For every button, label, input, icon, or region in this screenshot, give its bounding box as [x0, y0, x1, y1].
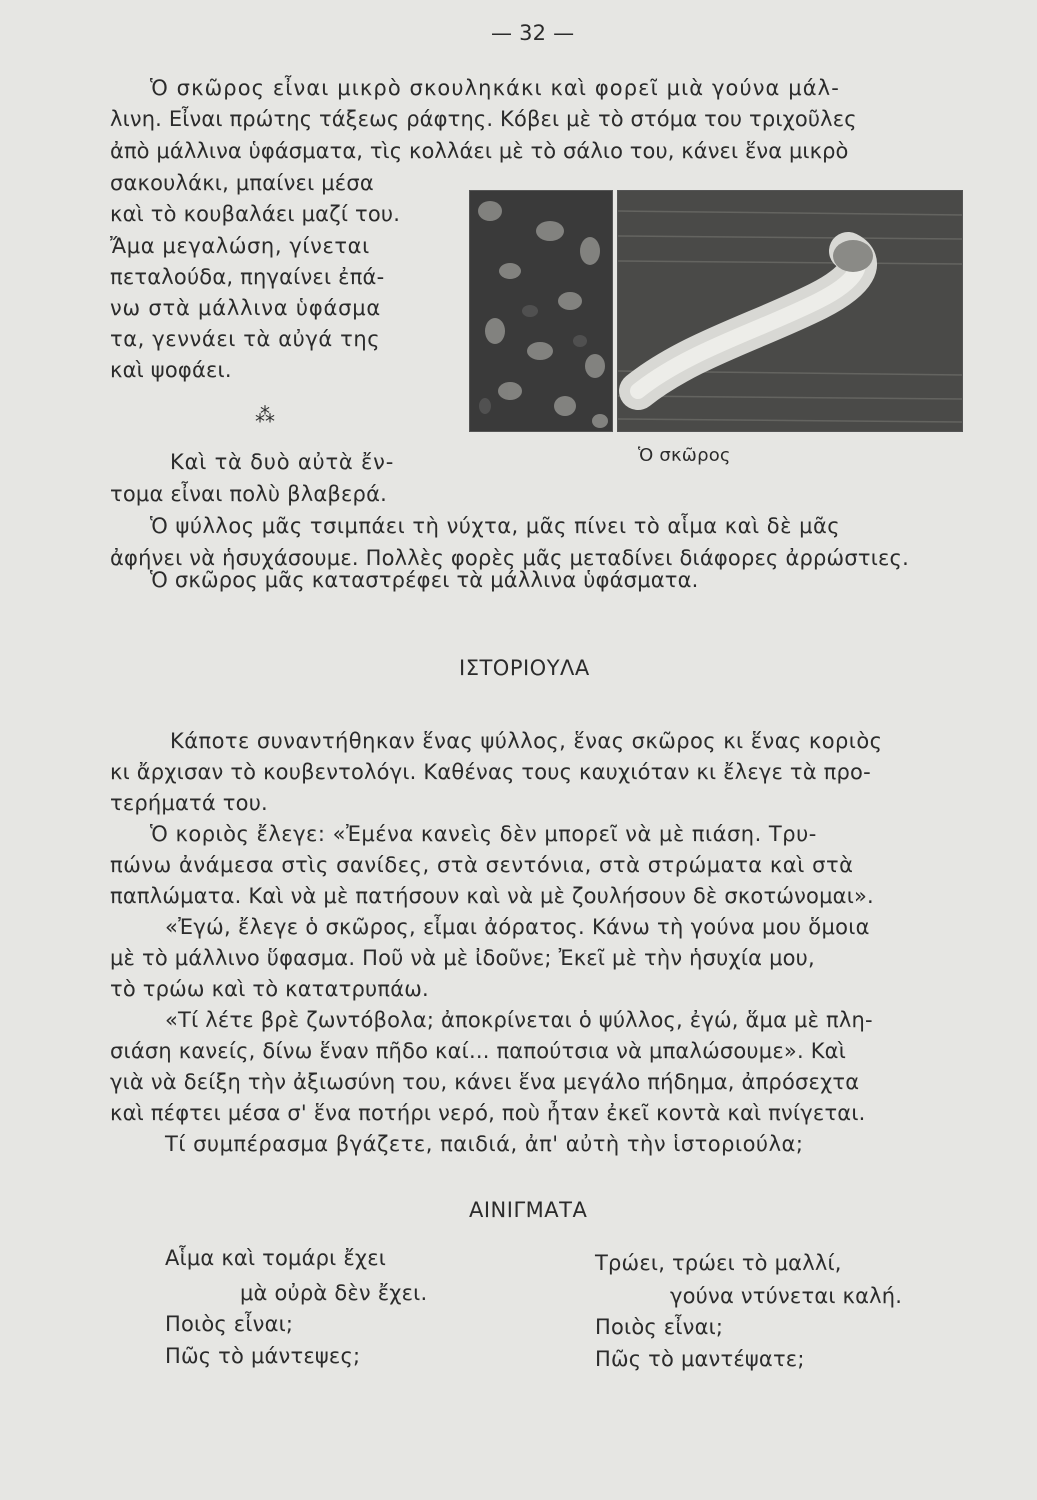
story-line: κι ἄρχισαν τὸ κουβεντολόγι. Καθένας τους καυχιόταν κι ἔλεγε τὰ προ- [110, 760, 871, 784]
story-line: Κάποτε συναντήθηκαν ἕνας ψύλλος, ἕνας σκῶρος κι ἕνας κοριὸς [170, 729, 883, 753]
story-line: «Τί λέτε βρὲ ζωντόβολα; ἀποκρίνεται ὁ ψύλλος, ἐγώ, ἅμα μὲ πλη- [165, 1008, 873, 1032]
intro-line: πεταλούδα, πηγαίνει ἐπά- [110, 265, 385, 289]
story-line: Τί συμπέρασμα βγάζετε, παιδιά, ἀπ' αὐτὴ τὴν ἱστοριούλα; [165, 1132, 804, 1156]
intro-line: καὶ τὸ κουβαλάει μαζί του. [110, 202, 401, 226]
intro-line: λινη. Εἶναι πρώτης τάξεως ράφτης. Κόβει μὲ τὸ στόμα του τριχοῦλες [110, 107, 857, 131]
riddle-left-line: Πῶς τὸ μάντεψες; [165, 1344, 361, 1368]
story-line: μὲ τὸ μάλλινο ὕφασμα. Ποῦ νὰ μὲ ἰδοῦνε; Ἐκεῖ μὲ τὴν ἡσυχία μου, [110, 946, 815, 970]
story-line: παπλώματα. Καὶ νὰ μὲ πατήσουν καὶ νὰ μὲ ζουλήσουν δὲ σκοτώνομαι». [110, 884, 874, 908]
section-stars: ⁂ [255, 403, 275, 427]
story-line: γιὰ νὰ δείξη τὴν ἀξιωσύνη του, κάνει ἕνα μεγάλο πήδημα, ἀπρόσεχτα [110, 1070, 860, 1094]
story-title: ΙΣΤΟΡΙΟΥΛΑ [459, 656, 590, 680]
page-number: — 32 — [491, 21, 575, 45]
clothes-moth-caterpillar-photo [617, 190, 963, 432]
story-line: Ὁ κοριὸς ἔλεγε: «Ἐμένα κανεὶς δὲν μπορεῖ νὰ μὲ πιάση. Τρυ- [150, 822, 817, 846]
summary-line: ἀφήνει νὰ ἡσυχάσουμε. Πολλὲς φορὲς μᾶς μεταδίνει διάφορες ἀρρώστιες. [110, 546, 909, 570]
riddle-right-line: Ποιὸς εἶναι; [595, 1315, 724, 1339]
riddles-title: ΑΙΝΙΓΜΑΤΑ [469, 1198, 588, 1222]
intro-line: Ἄμα μεγαλώση, γίνεται [110, 234, 370, 258]
summary-line: Ὁ σκῶρος μᾶς καταστρέφει τὰ μάλλινα ὑφάσματα. [150, 568, 699, 592]
riddle-right-line: Πῶς τὸ μαντέψατε; [595, 1347, 805, 1371]
riddle-right-line: γούνα ντύνεται καλή. [670, 1284, 903, 1308]
clothes-moth-larvae-photo [469, 190, 613, 432]
intro-line: καὶ ψοφάει. [110, 358, 232, 382]
summary-line: Ὁ ψύλλος μᾶς τσιμπάει τὴ νύχτα, μᾶς πίνει τὸ αἷμα καὶ δὲ μᾶς [150, 514, 841, 538]
summary-line: Καὶ τὰ δυὸ αὐτὰ ἔν- [170, 450, 395, 474]
story-line: τὸ τρώω καὶ τὸ κατατρυπάω. [110, 977, 429, 1001]
intro-line: νω στὰ μάλλινα ὑφάσμα [110, 296, 382, 320]
riddle-left-line: Αἷμα καὶ τομάρι ἔχει [165, 1246, 387, 1270]
riddle-left-line: Ποιὸς εἶναι; [165, 1312, 294, 1336]
intro-line: Ὁ σκῶρος εἶναι μικρὸ σκουληκάκι καὶ φορεῖ μιὰ γούνα μάλ- [150, 76, 840, 100]
story-line: τερήματά του. [110, 791, 268, 815]
story-line: «Ἐγώ, ἔλεγε ὁ σκῶρος, εἶμαι ἀόρατος. Κάνω τὴ γούνα μου ὅμοια [165, 915, 870, 939]
intro-line: ἀπὸ μάλλινα ὑφάσματα, τὶς κολλάει μὲ τὸ σάλιο του, κάνει ἕνα μικρὸ [110, 139, 849, 163]
intro-line: σακουλάκι, μπαίνει μέσα [110, 171, 374, 195]
summary-line: τομα εἶναι πολὺ βλαβερά. [110, 482, 388, 506]
riddle-right-line: Τρώει, τρώει τὸ μαλλί, [595, 1251, 842, 1275]
intro-line: τα, γεννάει τὰ αὐγά της [110, 327, 381, 351]
riddle-left-line: μὰ οὐρὰ δὲν ἔχει. [240, 1281, 428, 1305]
story-line: σιάση κανείς, δίνω ἕναν πῆδο καί... παπούτσια νὰ μπαλώσουμε». Καὶ [110, 1039, 847, 1063]
photo-caption: Ὁ σκῶρος [638, 445, 731, 466]
story-line: πώνω ἀνάμεσα στὶς σανίδες, στὰ σεντόνια, στὰ στρώματα καὶ στὰ [110, 853, 854, 877]
story-line: καὶ πέφτει μέσα σ' ἕνα ποτήρι νερό, ποὺ ἦταν ἐκεῖ κοντὰ καὶ πνίγεται. [110, 1101, 866, 1125]
